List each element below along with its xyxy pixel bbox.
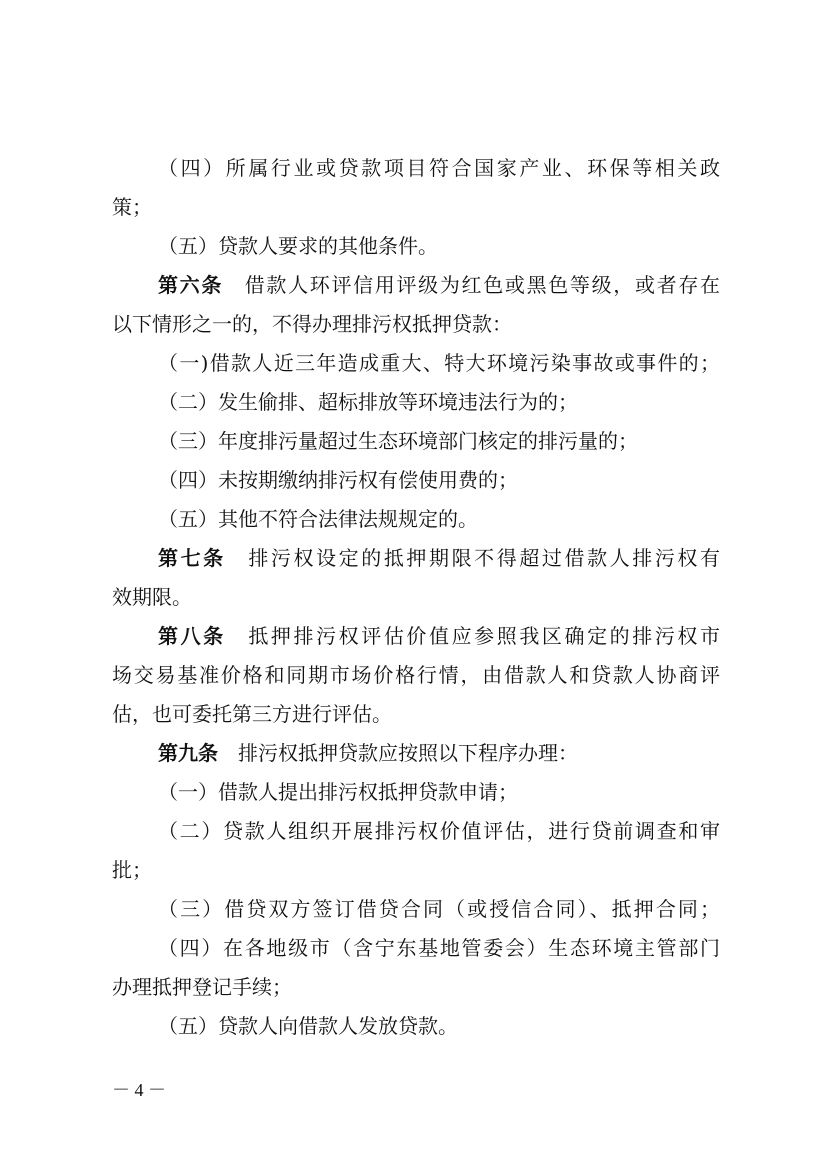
line-2: （五）贷款人要求的其他条件。: [158, 234, 438, 258]
line-8: （四）未按期缴纳排污权有偿使用费的；: [158, 468, 518, 492]
line-19: （三）借贷双方签订借贷合同（或授信合同）、抵押合同；: [158, 897, 720, 921]
article-7-heading: 第七条: [158, 546, 226, 570]
line-13: 场交易基准价格和同期市场价格行情，由借款人和贷款人协商评: [112, 663, 720, 687]
line-9: （五）其他不符合法律法规规定的。: [158, 507, 478, 531]
line-20: （四）在各地级市（含宁东基地管委会）生态环境主管部门: [158, 936, 720, 960]
line-5: （一)借款人近三年造成重大、特大环境污染事故或事件的；: [158, 351, 720, 375]
article-8-heading: 第八条: [158, 624, 226, 648]
line-16: （一）借款人提出排污权抵押贷款申请；: [158, 780, 518, 804]
line-14: 估，也可委托第三方进行评估。: [112, 702, 392, 726]
line-0: （四）所属行业或贷款项目符合国家产业、环保等相关政: [158, 156, 720, 180]
article-8-text: 抵押排污权评估价值应参照我区确定的排污权市: [225, 624, 720, 648]
line-17: （二）贷款人组织开展排污权价值评估，进行贷前调查和审: [158, 819, 720, 843]
article-7-line: [158, 544, 720, 572]
article-9-line: [158, 739, 578, 767]
article-6-text: 借款人环评信用评级为红色或黑色等级，或者存在: [223, 273, 721, 297]
line-21: 办理抵押登记手续；: [112, 975, 292, 999]
article-9-text: 排污权抵押贷款应按照以下程序办理：: [218, 741, 578, 765]
page-number: － 4 －: [112, 1080, 166, 1100]
line-1: 策；: [112, 195, 152, 219]
article-8-line: [158, 622, 720, 650]
article-9-heading: 第九条: [158, 741, 218, 765]
line-7: （三）年度排污量超过生态环境部门核定的排污量的；: [158, 429, 638, 453]
line-22: （五）贷款人向借款人发放贷款。: [158, 1014, 458, 1038]
line-11: 效期限。: [112, 585, 192, 609]
article-6-heading: 第六条: [158, 273, 224, 297]
line-6: （二）发生偷排、超标排放等环境违法行为的；: [158, 390, 578, 414]
line-18: 批；: [112, 858, 152, 882]
article-6-line: [158, 271, 720, 299]
article-7-text: 排污权设定的抵押期限不得超过借款人排污权有: [225, 546, 720, 570]
line-4: 以下情形之一的，不得办理排污权抵押贷款：: [112, 312, 512, 336]
